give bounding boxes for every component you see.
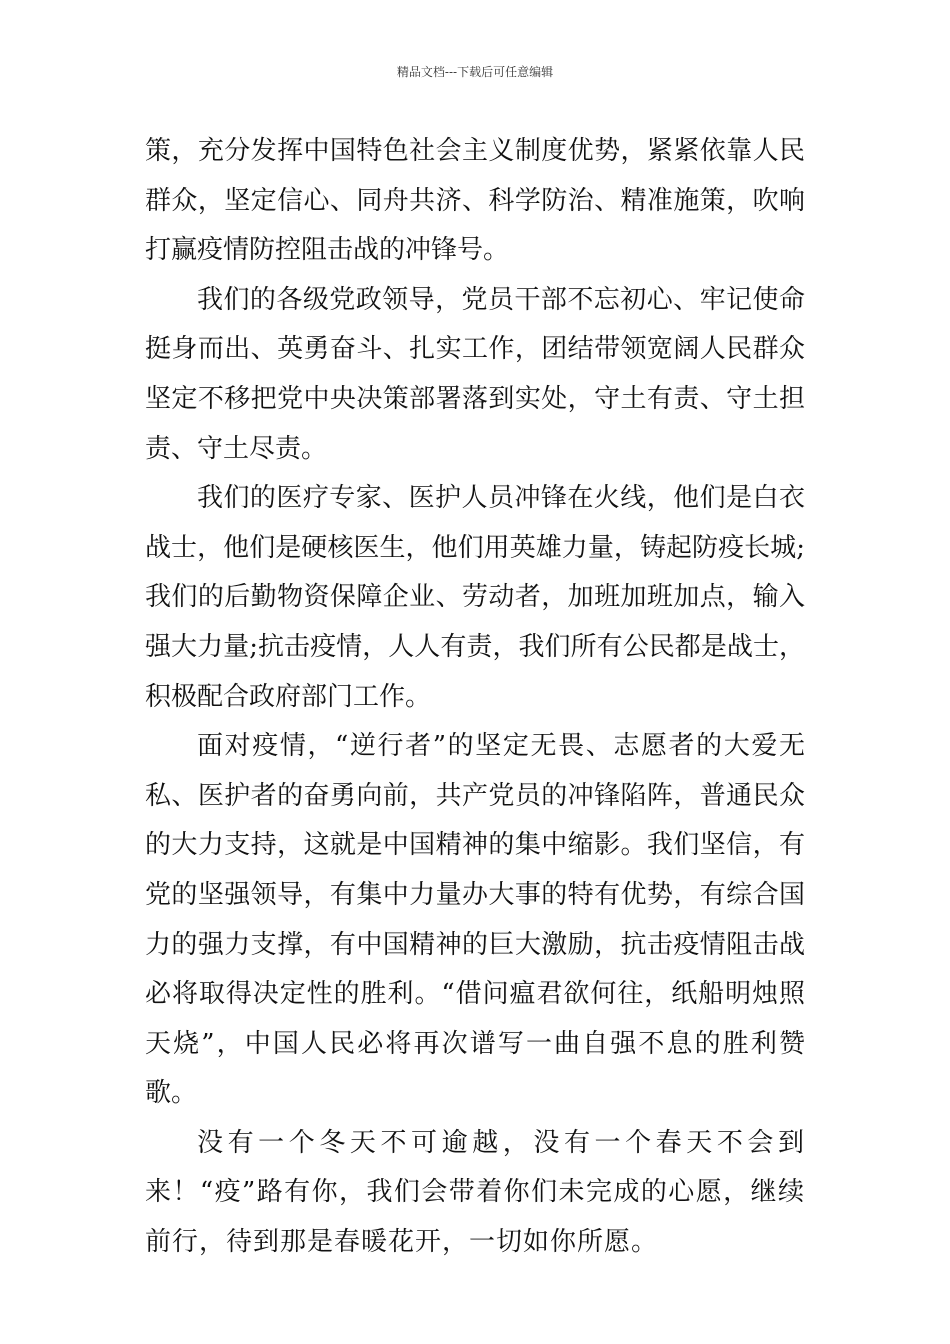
paragraph-5: 没有一个冬天不可逾越，没有一个春天不会到来！“疫”路有你，我们会带着你们未完成的心愿，继续前行，待到那是春暖花开，一切如你所愿。	[145, 1127, 805, 1258]
paragraph-4: 面对疫情，“逆行者”的坚定无畏、志愿者的大爱无私、医护者的奋勇向前，共产党员的冲锋陷阵，普通民众的大力支持，这就是中国精神的集中缩影。我们坚信，有党的坚强领导，有集中力量办大事的特有优势，有综合国力的强力支撑，有中国精神的巨大激励，抗击疫情阻击战必将取得决定性的胜利。“借问瘟君欲何往，纸船明烛照天烧”，中国人民必将再次谱写一曲自强不息的胜利赞歌。	[145, 731, 805, 1109]
page-header: 精品文档---下载后可任意编辑	[396, 65, 554, 79]
paragraph-3: 我们的医疗专家、医护人员冲锋在火线，他们是白衣战士，他们是硬核医生，他们用英雄力量，铸起防疫长城;我们的后勤物资保障企业、劳动者，加班加班加点，输入强大力量;抗击疫情，人人有责，我们所有公民都是战士，积极配合政府部门工作。	[145, 483, 805, 712]
paragraph-2: 我们的各级党政领导，党员干部不忘初心、牢记使命挺身而出、英勇奋斗、扎实工作，团结带领宽阔人民群众坚定不移把党中央决策部署落到实处，守土有责、守土担责、守土尽责。	[145, 284, 805, 464]
paragraph-1: 策，充分发挥中国特色社会主义制度优势，紧紧依靠人民群众，坚定信心、同舟共济、科学防治、精准施策，吹响打赢疫情防控阻击战的冲锋号。	[145, 136, 805, 266]
document-body	[145, 127, 805, 1268]
